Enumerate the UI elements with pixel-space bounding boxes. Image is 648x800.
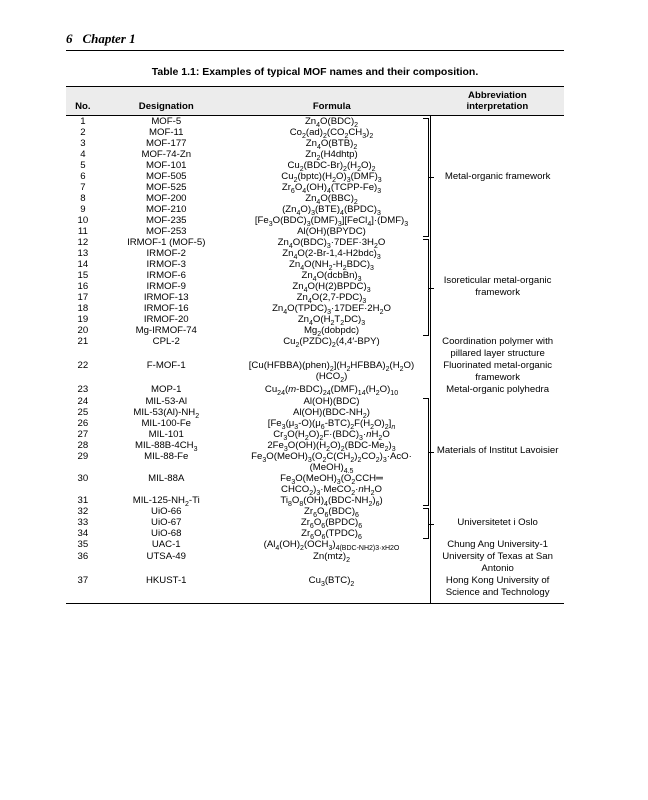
cell-designation: IRMOF-1 (MOF-5) xyxy=(127,237,206,248)
cell-designation: IRMOF-16 xyxy=(143,303,189,314)
cell-designation: MOF-210 xyxy=(145,204,187,215)
cell-no: 12 xyxy=(77,237,89,248)
cell-formula: $Cr_3O(H_2O)_2F\cdot(BDC)_3\cdot nH_2O$ xyxy=(273,429,390,442)
cell-no: 19 xyxy=(77,314,89,325)
cell-designation: MOF-74-Zn xyxy=(141,149,192,160)
cell-formula: $Zn_4O(H(2)BPDC)_3$ xyxy=(292,281,371,294)
cell-no: 13 xyxy=(77,248,89,259)
cell-formula: $Zr_6O_6(BPDC)_6$ xyxy=(300,517,363,530)
cell-no: 15 xyxy=(77,270,89,281)
table-row xyxy=(66,551,564,575)
cell-abbreviation: Metal-organic polyhedra xyxy=(431,384,564,396)
cell-no: 7 xyxy=(80,182,86,193)
table-row xyxy=(66,360,564,384)
cell-no: 28 xyxy=(77,440,89,451)
cell-abbreviation: Materials of Institut Lavoisier xyxy=(431,396,564,506)
col-header-designation: Designation xyxy=(138,101,194,112)
cell-no: 18 xyxy=(77,303,89,314)
cell-no: 14 xyxy=(77,259,89,270)
cell-formula: $Cu_{24}(m-BDC)_{24}(DMF)_{14}(H_2O)_{10}$ xyxy=(264,384,399,397)
page-number: 6 xyxy=(66,31,73,46)
cell-designation: MIL-100-Fe xyxy=(141,418,192,429)
cell-no: 11 xyxy=(77,226,88,237)
table-row xyxy=(66,336,564,360)
cell-no: 34 xyxy=(77,528,89,539)
cell-designation: MOF-525 xyxy=(145,182,187,193)
cell-designation: IRMOF-3 xyxy=(146,259,186,270)
cell-formula: $Zr_6O_4(OH)_4(TCPP-Fe)_3$ xyxy=(281,182,382,195)
cell-no: 6 xyxy=(80,171,86,182)
cell-no: 31 xyxy=(77,495,89,506)
cell-no: 20 xyxy=(77,325,89,336)
cell-formula: $Co_2(ad)_2(CO_2CH_3)_2$ xyxy=(289,127,374,140)
cell-no: 8 xyxy=(80,193,86,204)
cell-designation: MIL-88A xyxy=(148,473,185,484)
table-row xyxy=(66,575,564,604)
table-body xyxy=(66,116,564,604)
cell-formula: $Fe_3O(MeOH)_3(O_2C(CH_2)_2CO_2)_3\cdot AcO\cdot$ $(MeOH)_{4.5}$ xyxy=(251,451,412,475)
cell-designation: UiO-67 xyxy=(151,517,182,528)
cell-no: 30 xyxy=(77,473,89,484)
cell-no: 1 xyxy=(80,116,86,127)
cell-designation: UiO-66 xyxy=(151,506,182,517)
cell-designation: MIL-$88B-4CH_3$ xyxy=(134,440,198,453)
cell-designation: Mg-IRMOF-74 xyxy=(135,325,197,336)
cell-formula: Al(OH)(BPYDC) xyxy=(297,226,366,237)
running-header xyxy=(66,31,146,47)
cell-designation: MOF-11 xyxy=(149,127,184,138)
cell-no: 10 xyxy=(77,215,89,226)
cell-designation: IRMOF-2 xyxy=(146,248,186,259)
cell-formula: $Zn_4O(BBC)_2$ xyxy=(305,193,358,206)
table-header-row xyxy=(66,87,564,116)
mof-table xyxy=(66,86,564,604)
cell-no: 29 xyxy=(77,451,89,462)
cell-abbreviation: Coordination polymer with pillared layer structure xyxy=(431,336,564,360)
cell-formula: $Zr_6O_6(TPDC)_6$ xyxy=(301,528,362,541)
cell-formula: $Zn_4O(dcbBn)_3$ xyxy=(301,270,362,283)
cell-formula: ($Al_4(OH)_2(OCH_3)_{4(BDC-NH2)3\cdot xH2O}$ xyxy=(263,539,400,552)
cell-formula: Al(OH)(BDC) xyxy=(303,396,360,407)
cell-formula: $Zn_4O(2,7-PDC)_3$ xyxy=(296,292,367,305)
cell-designation: MOP-1 xyxy=(151,384,182,395)
cell-abbreviation: Metal-organic framework xyxy=(431,116,564,238)
cell-formula: $Mg_2(dobpdc)$ xyxy=(303,325,360,338)
cell-designation: MOF-253 xyxy=(145,226,187,237)
cell-formula: $Zn(mtz)_2$ xyxy=(313,551,350,564)
cell-designation: HKUST-1 xyxy=(145,575,187,586)
table-row xyxy=(66,506,564,517)
cell-designation: MOF-101 xyxy=(145,160,187,171)
cell-designation: IRMOF-13 xyxy=(143,292,189,303)
cell-designation: IRMOF-9 xyxy=(146,281,186,292)
group-bracket xyxy=(423,508,429,539)
cell-no: 35 xyxy=(77,539,89,550)
col-header-formula: Formula xyxy=(312,101,351,112)
cell-designation: MIL-101 xyxy=(148,429,184,440)
cell-designation: MIL-$125-NH_2-Ti$ xyxy=(132,495,200,508)
cell-designation: MOF-177 xyxy=(145,138,187,149)
cell-formula: $Al(OH)(BDC-NH_2)$ xyxy=(293,407,370,420)
cell-no: 3 xyxy=(80,138,86,149)
cell-abbreviation: Fluorinated metal-organic framework xyxy=(431,360,564,384)
cell-abbreviation: Isoreticular metal-organic framework xyxy=(431,237,564,336)
table-caption: Table 1.1: Examples of typical MOF names and their composition. xyxy=(151,66,479,78)
cell-no: 2 xyxy=(80,127,86,138)
cell-no: 36 xyxy=(77,551,89,562)
cell-no: 21 xyxy=(77,336,89,347)
cell-designation: MIL-53-Al xyxy=(145,396,188,407)
cell-designation: MOF-505 xyxy=(145,171,187,182)
cell-no: 22 xyxy=(77,360,89,371)
cell-abbreviation: Chung Ang University-1 xyxy=(431,539,564,551)
cell-abbreviation: Universitetet i Oslo xyxy=(431,506,564,539)
cell-formula: $Cu_2(BDC-Br)_2(H_2O)_2$ xyxy=(287,160,376,173)
cell-designation: CPL-2 xyxy=(152,336,180,347)
cell-no: 27 xyxy=(77,429,89,440)
cell-formula: $[Cu(HFBBA)(phen)_2](H_2HFBBA)_2(H_2O)$ $(HCO_2)$ xyxy=(248,360,415,384)
cell-designation: UiO-68 xyxy=(151,528,182,539)
cell-formula: $Zn_2(H4dhtp)$ xyxy=(305,149,358,162)
cell-formula: $Zn_4O(BTB)_2$ xyxy=(305,138,358,151)
cell-formula: $Zr_6O_6(BDC)_6$ xyxy=(304,506,359,519)
cell-formula: $[Fe_3O(BDC)_3(DMF)_3][FeCl_4]\cdot(DMF)_3$ xyxy=(254,215,409,228)
cell-formula: $2Fe_3O(OH)(H_2O)_2(BDC-Me_2)_3$ xyxy=(267,440,396,453)
cell-formula: $Cu_2(bptc)(H_2O)_3(DMF)_3$ xyxy=(281,171,382,184)
cell-no: 26 xyxy=(77,418,89,429)
cell-abbreviation: Hong Kong University of Science and Technology xyxy=(431,575,564,604)
cell-designation: F-MOF-1 xyxy=(146,360,186,371)
cell-formula: $Zn_4O(BDC)_2$ xyxy=(304,116,359,129)
cell-no: 17 xyxy=(77,292,89,303)
cell-no: 4 xyxy=(80,149,86,160)
cell-designation: UAC-1 xyxy=(151,539,181,550)
cell-designation: MIL-$53(Al)-NH_2$ xyxy=(133,407,200,420)
cell-formula: $Cu_3(BTC)_2$ xyxy=(308,575,355,588)
cell-abbreviation: University of Texas at San Antonio xyxy=(431,551,564,575)
cell-designation: IRMOF-20 xyxy=(143,314,189,325)
table-row xyxy=(66,396,564,407)
cell-formula: $Fe_3O(MeOH)_3(O_2CCH═$ $CHCO_2)_3\cdot MeCO_2\cdot nH_2O$ xyxy=(280,473,383,497)
group-bracket xyxy=(423,398,429,506)
col-header-no: No. xyxy=(75,101,91,112)
cell-no: 9 xyxy=(80,204,86,215)
col-header-abbreviation: Abbreviation interpretation xyxy=(466,90,529,112)
cell-formula: $Cu_2(PZDC)_2(4,4'-BPY)$ xyxy=(283,336,380,349)
header-rule xyxy=(66,50,564,51)
cell-formula: $Zn_4O(TPDC)_3\cdot 17DEF\cdot 2H_2O$ xyxy=(272,303,391,316)
cell-formula: $[Fe_3(\mu_3-O)(\mu_6-BTC)_2F(H_2O)_2]_n$ xyxy=(267,418,396,431)
table-row xyxy=(66,539,564,551)
cell-formula: $Zn_4O(H_2T_2DC)_3$ xyxy=(297,314,366,327)
cell-no: 25 xyxy=(77,407,89,418)
cell-designation: MOF-200 xyxy=(145,193,187,204)
cell-designation: MOF-235 xyxy=(145,215,187,226)
cell-no: 32 xyxy=(77,506,89,517)
chapter-title: Chapter 1 xyxy=(82,31,136,46)
cell-designation: UTSA-49 xyxy=(146,551,186,562)
cell-no: 33 xyxy=(77,517,89,528)
table-row xyxy=(66,237,564,248)
group-bracket xyxy=(423,239,429,336)
cell-no: 24 xyxy=(77,396,89,407)
cell-designation: MOF-5 xyxy=(151,116,182,127)
cell-formula: $Zn_4O(BDC)_3\cdot 7DEF\cdot 3H_2O$ xyxy=(277,237,386,250)
cell-formula: $Zn_4O(NH_2-H_2BDC)_3$ xyxy=(289,259,374,272)
table-row xyxy=(66,116,564,128)
cell-designation: IRMOF-6 xyxy=(146,270,186,281)
table-container xyxy=(66,86,564,604)
table-row xyxy=(66,384,564,396)
group-bracket xyxy=(423,118,429,238)
cell-no: 5 xyxy=(80,160,86,171)
cell-no: 37 xyxy=(77,575,89,586)
cell-no: 16 xyxy=(77,281,89,292)
cell-formula: $Ti_8O_8(OH)_4(BDC-NH_2)_6$) xyxy=(280,495,383,508)
cell-formula: $Zn_4O(2-Br-1,4-H2bdc)_3$ xyxy=(282,248,381,261)
cell-designation: MIL-88-Fe xyxy=(144,451,189,462)
cell-formula: $(Zn_4O)_3(BTE)_4(BPDC)_3$ xyxy=(282,204,381,217)
cell-no: 23 xyxy=(77,384,89,395)
